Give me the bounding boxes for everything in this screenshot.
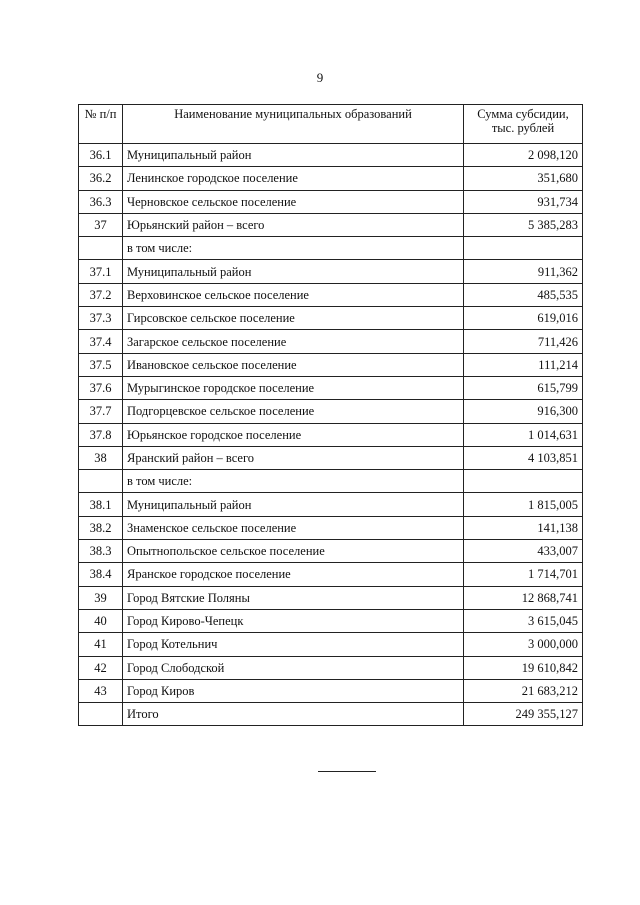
municipality-name: Город Киров xyxy=(123,679,464,702)
table-row xyxy=(79,609,583,632)
row-number: 38.3 xyxy=(79,540,123,563)
municipality-name: Верховинское сельское поселение xyxy=(123,283,464,306)
table-row xyxy=(79,213,583,236)
subsidy-amount: 485,535 xyxy=(464,283,583,306)
row-number: 38 xyxy=(79,446,123,469)
row-number: 40 xyxy=(79,609,123,632)
table-row xyxy=(79,470,583,493)
subsidy-amount: 931,734 xyxy=(464,190,583,213)
table-row xyxy=(79,586,583,609)
table-row xyxy=(79,540,583,563)
table-row xyxy=(79,400,583,423)
header-subsidy-amount: Сумма субсидии, тыс. рублей xyxy=(464,105,583,144)
subsidy-amount: 1 014,631 xyxy=(464,423,583,446)
table-row xyxy=(79,260,583,283)
subsidy-amount: 21 683,212 xyxy=(464,679,583,702)
subsidy-amount: 1 714,701 xyxy=(464,563,583,586)
municipality-name: Город Слободской xyxy=(123,656,464,679)
table-row xyxy=(79,376,583,399)
row-number: 38.4 xyxy=(79,563,123,586)
row-number: 37.7 xyxy=(79,400,123,423)
subsidy-amount: 5 385,283 xyxy=(464,213,583,236)
subsidy-amount: 19 610,842 xyxy=(464,656,583,679)
table-row xyxy=(79,563,583,586)
table-row xyxy=(79,493,583,516)
row-number: 37 xyxy=(79,213,123,236)
table-row xyxy=(79,144,583,167)
row-number: 37.3 xyxy=(79,307,123,330)
municipality-name: в том числе: xyxy=(123,237,464,260)
row-number: 36.3 xyxy=(79,190,123,213)
subsidy-amount: 4 103,851 xyxy=(464,446,583,469)
municipality-name: Ленинское городское поселение xyxy=(123,167,464,190)
municipality-name: Муниципальный район xyxy=(123,493,464,516)
table-row xyxy=(79,283,583,306)
table-row xyxy=(79,703,583,726)
subsidy-amount: 111,214 xyxy=(464,353,583,376)
municipality-name: Мурыгинское городское поселение xyxy=(123,376,464,399)
table-row xyxy=(79,167,583,190)
row-number: 43 xyxy=(79,679,123,702)
row-number: 41 xyxy=(79,633,123,656)
subsidy-amount: 351,680 xyxy=(464,167,583,190)
row-number: 37.8 xyxy=(79,423,123,446)
row-number: 42 xyxy=(79,656,123,679)
municipality-name: Муниципальный район xyxy=(123,260,464,283)
row-number: 37.4 xyxy=(79,330,123,353)
subsidy-amount: 1 815,005 xyxy=(464,493,583,516)
municipality-name: Яранское городское поселение xyxy=(123,563,464,586)
municipality-name: Ивановское сельское поселение xyxy=(123,353,464,376)
subsidy-amount: 141,138 xyxy=(464,516,583,539)
subsidy-amount xyxy=(464,237,583,260)
municipality-name: Черновское сельское поселение xyxy=(123,190,464,213)
row-number xyxy=(79,703,123,726)
table-header-row xyxy=(79,105,583,144)
municipality-name: в том числе: xyxy=(123,470,464,493)
row-number: 38.1 xyxy=(79,493,123,516)
subsidy-amount: 916,300 xyxy=(464,400,583,423)
row-number: 36.1 xyxy=(79,144,123,167)
row-number: 37.5 xyxy=(79,353,123,376)
page-number: 9 xyxy=(316,70,324,85)
row-number: 38.2 xyxy=(79,516,123,539)
municipality-name: Город Кирово-Чепецк xyxy=(123,609,464,632)
table-row xyxy=(79,353,583,376)
table-row xyxy=(79,237,583,260)
subsidy-amount: 615,799 xyxy=(464,376,583,399)
subsidy-amount: 711,426 xyxy=(464,330,583,353)
municipality-name: Гирсовское сельское поселение xyxy=(123,307,464,330)
subsidy-amount: 249 355,127 xyxy=(464,703,583,726)
row-number: 39 xyxy=(79,586,123,609)
municipality-name: Муниципальный район xyxy=(123,144,464,167)
municipality-name: Подгорцевское сельское поселение xyxy=(123,400,464,423)
row-number: 37.1 xyxy=(79,260,123,283)
municipality-name: Город Котельнич xyxy=(123,633,464,656)
subsidy-amount xyxy=(464,470,583,493)
subsidy-amount: 433,007 xyxy=(464,540,583,563)
row-number: 37.6 xyxy=(79,376,123,399)
municipality-name: Юрьянское городское поселение xyxy=(123,423,464,446)
table-row xyxy=(79,190,583,213)
table-row xyxy=(79,633,583,656)
municipality-name: Яранский район – всего xyxy=(123,446,464,469)
subsidies-table xyxy=(78,104,583,726)
row-number: 37.2 xyxy=(79,283,123,306)
municipality-name: Опытнопольское сельское поселение xyxy=(123,540,464,563)
subsidy-amount: 3 615,045 xyxy=(464,609,583,632)
end-of-document-line xyxy=(318,771,376,772)
table-row xyxy=(79,656,583,679)
row-number xyxy=(79,470,123,493)
header-number: № п/п xyxy=(79,105,123,144)
table-row xyxy=(79,423,583,446)
table-row xyxy=(79,516,583,539)
header-municipality-name: Наименование муниципальных образований xyxy=(123,105,464,144)
municipality-name: Загарское сельское поселение xyxy=(123,330,464,353)
table-row xyxy=(79,679,583,702)
table-row xyxy=(79,307,583,330)
municipality-name: Юрьянский район – всего xyxy=(123,213,464,236)
table-row xyxy=(79,330,583,353)
municipality-name: Итого xyxy=(123,703,464,726)
municipality-name: Город Вятские Поляны xyxy=(123,586,464,609)
table-body xyxy=(79,144,583,726)
subsidy-amount: 911,362 xyxy=(464,260,583,283)
subsidy-amount: 12 868,741 xyxy=(464,586,583,609)
municipality-name: Знаменское сельское поселение xyxy=(123,516,464,539)
row-number xyxy=(79,237,123,260)
subsidy-amount: 3 000,000 xyxy=(464,633,583,656)
subsidy-amount: 2 098,120 xyxy=(464,144,583,167)
row-number: 36.2 xyxy=(79,167,123,190)
table-row xyxy=(79,446,583,469)
subsidy-amount: 619,016 xyxy=(464,307,583,330)
